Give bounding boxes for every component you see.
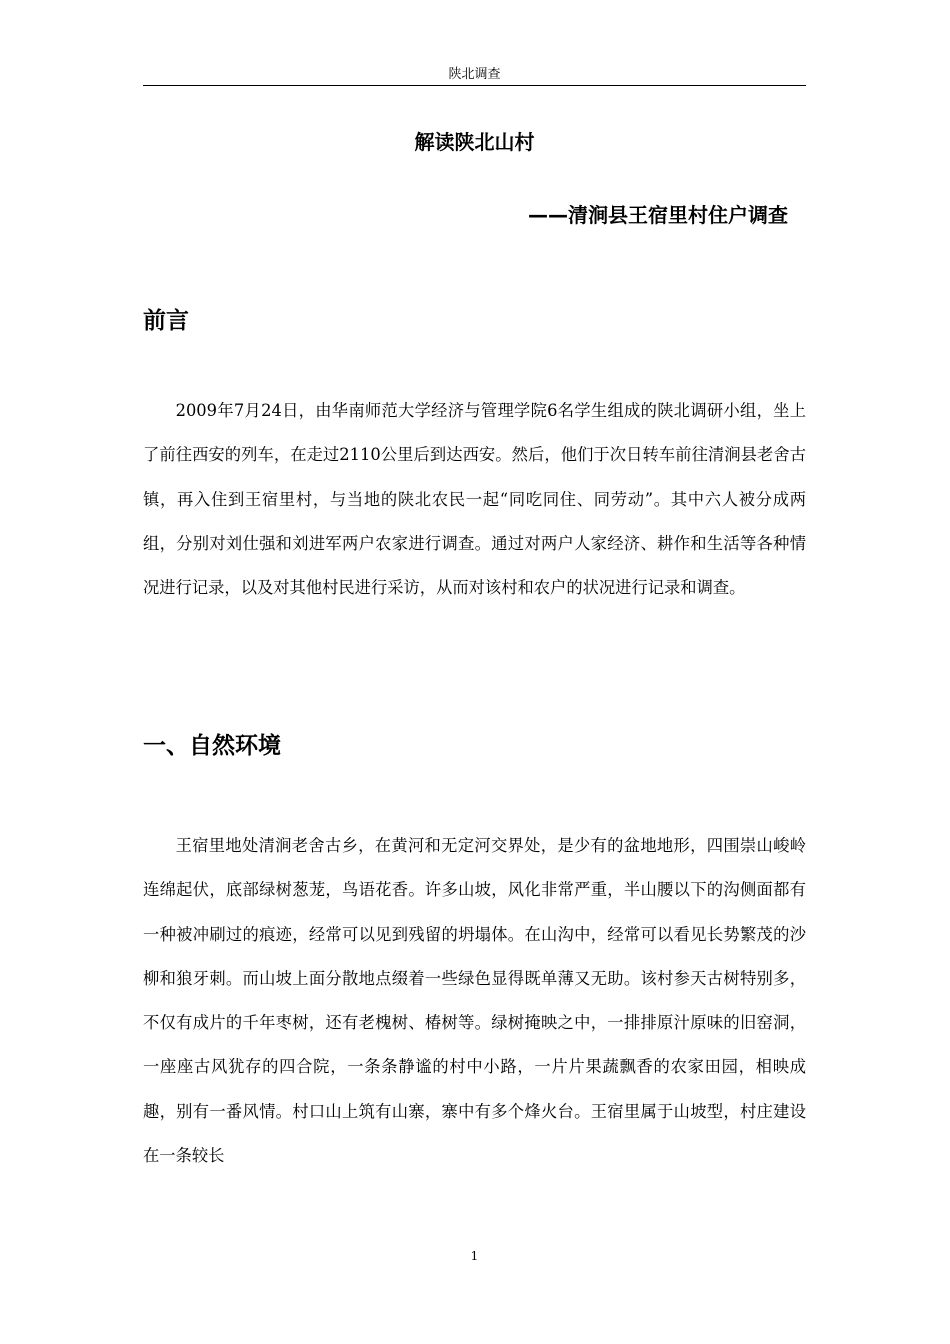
document-subtitle: ——清涧县王宿里村住户调查	[528, 203, 788, 227]
document-title: 解读陕北山村	[414, 130, 535, 154]
preface-paragraph: 2009年7月24日，由华南师范大学经济与管理学院6名学生组成的陕北调研小组，坐上了前往西安的列车，在走过2110公里后到达西安。然后，他们于次日转车前往清涧县老舍古镇，再入住到王宿里村，与当地的陕北农民一起“同吃同住、同劳动”。其中六人被分成两组，分别对刘仕强和刘进军两户农家进行调查。通过对两户人家经济、耕作和生活等各种情况进行记录，以及对其他村民进行采访，从而对该村和农户的状况进行记录和调查。	[143, 401, 806, 598]
section-heading-natural-environment: 一、自然环境	[143, 733, 281, 759]
header-rule	[143, 85, 806, 86]
natural-environment-paragraph: 王宿里地处清涧老舍古乡，在黄河和无定河交界处，是少有的盆地地形，四围崇山峻岭连绵起伏，底部绿树葱茏，鸟语花香。许多山坡，风化非常严重，半山腰以下的沟侧面都有一种被冲刷过的痕迹，经常可以见到残留的坍塌体。在山沟中，经常可以看见长势繁茂的沙柳和狼牙刺。而山坡上面分散地点缀着一些绿色显得既单薄又无助。该村参天古树特别多，不仅有成片的千年枣树，还有老槐树、椿树等。绿树掩映之中，一排排原汁原味的旧窑洞，一座座古风犹存的四合院，一条条静谧的村中小路，一片片果蔬飘香的农家田园，相映成趣，别有一番风情。村口山上筑有山寨，寨中有多个烽火台。王宿里属于山坡型，村庄建设在一条较长	[143, 836, 806, 1166]
running-header: 陕北调查	[448, 67, 501, 82]
section-heading-preface: 前言	[143, 308, 189, 334]
page-number: 1	[470, 1249, 479, 1263]
